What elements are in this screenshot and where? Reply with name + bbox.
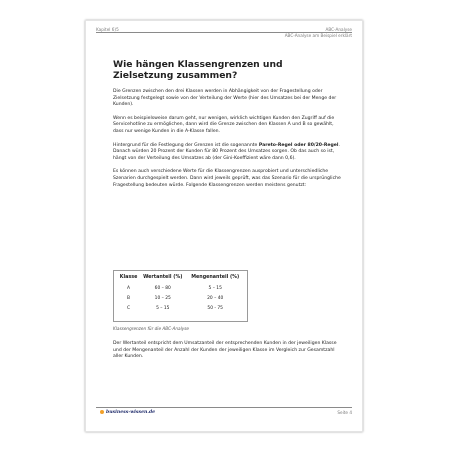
table-cell: 50 - 75 — [207, 305, 223, 311]
paragraph-3-pre: Hintergrund für die Festlegung der Grenzen ist die sogenannte — [113, 142, 259, 148]
class-boundaries-table — [118, 273, 244, 313]
table-header-row — [118, 273, 244, 284]
paragraph-3-post: . Danach würden 20 Prozent der Kunden für 80 Prozent des Umsatzes sorgen. Ob das auch so ist, hängt von der Verteilung des Umsatzes ab (der Gini-Koeffizient wäre dann 0,6). — [113, 142, 340, 161]
paragraph-5: Der Wertanteil entspricht dem Umsatzanteil der entsprechenden Kunden in der jeweiligen Klasse und der Mengenanteil der Anzahl der Kunden der jeweiligen Klasse im Vergleich zur Gesamtzahl aller Kunden. — [113, 341, 337, 360]
page-footer — [100, 409, 352, 419]
chapter-label: Kapitel 6)5 — [96, 27, 119, 32]
site-logo[interactable]: business-wissen.de — [106, 409, 156, 415]
logo-dot-icon — [100, 410, 104, 414]
table-caption: Klassengrenzen für die ABC-Analyse — [113, 326, 190, 331]
pareto-rule-bold: Pareto-Regel oder 80/20-Regel — [258, 142, 339, 148]
column-header: Klasse — [119, 275, 138, 280]
page-number: Seite 4 — [337, 409, 352, 415]
paragraph-2: Wenn es beispielsweise darum geht, nur wenigen, wirklich wichtigen Kunden den Zugriff auf die Servicehotline zu ermöglichen, dann wird die Grenze zwischen den Klassen A und B so gewählt, dass nur wenige Kunden in die A-Klasse fallen. — [113, 115, 335, 134]
table-cell: 60 – 80 — [154, 286, 171, 292]
table-row — [118, 284, 244, 294]
page-header — [96, 27, 352, 43]
table-cell: C — [127, 305, 131, 311]
column-header: Mengenanteil (%) — [191, 275, 240, 280]
table-row — [118, 294, 244, 304]
footer-rule — [96, 407, 352, 408]
class-boundaries-table-box — [113, 270, 248, 322]
paragraph-3 — [113, 143, 345, 163]
document-page — [85, 20, 363, 432]
header-subtitle: ABC-Analyse am Beispiel erklärt — [284, 33, 352, 38]
table-cell: 20 – 40 — [207, 296, 224, 302]
table-cell: 5 – 15 — [208, 286, 222, 292]
table-cell: A — [127, 286, 131, 292]
table-cell: 5 – 15 — [156, 305, 170, 311]
paragraph-4: Es können auch verschiedene Werte für die Klassengrenzen ausprobiert und unterschiedliche Szenarien durchgespielt werden. Dann wird jeweils geprüft, was das Szenario für die ursprüngliche Fragestellung bedeuten würde. Folgende Klassengrenzen werden meistens genutzt: — [113, 169, 341, 188]
header-title: ABC-Analyse — [325, 27, 352, 32]
page-content — [113, 59, 345, 360]
table-cell: 10 – 25 — [154, 296, 171, 302]
section-heading: Wie hängen Klassengrenzen und Zielsetzung zusammen? — [113, 59, 283, 81]
table-cell: B — [127, 296, 131, 302]
column-header: Wertanteil (%) — [143, 275, 183, 280]
table-row — [118, 304, 244, 314]
paragraph-1: Die Grenzen zwischen den drei Klassen werden in Abhängigkeit von der Fragestellung oder Zielsetzung festgelegt sowie von der Verteilung der Werte (hier des Umsatzes bei der Menge der Kunden). — [113, 89, 337, 108]
